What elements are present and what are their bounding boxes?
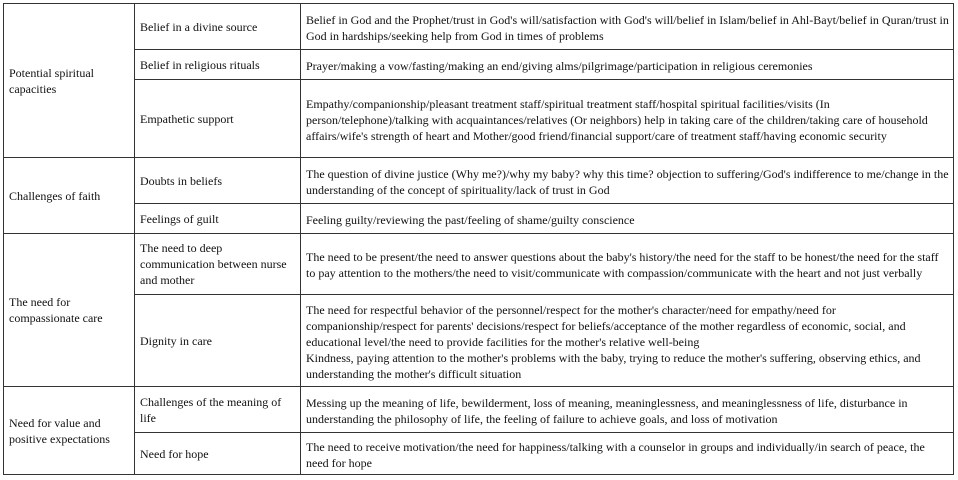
themes-table [3,3,954,475]
category-cell: Challenges of faith [4,158,135,234]
subcategory-cell: Doubts in beliefs [135,158,301,204]
subcategory-cell: Need for hope [135,433,301,475]
details-cell [301,204,954,234]
details-cell [301,50,954,80]
details-text: The need to be present/the need to answer questions about the baby's history/the need for the staff to be honest/the need for the staff to pay attention to the mothers/the need to visit/communicate with compassion/communicate with the heart and not just verbally [306,250,939,280]
table-row [4,234,954,295]
details-text: Feeling guilty/reviewing the past/feeling of shame/guilty conscience [306,212,635,227]
table-row [4,4,954,50]
details-text: The need to receive motivation/the need for happiness/talking with a counselor in groups and individually/in search of peace, the need for hope [306,439,925,470]
subcategory-cell: The need to deep communication between nurse and mother [135,234,301,295]
subcategory-cell: Belief in religious rituals [135,50,301,80]
details-text: The question of divine justice (Why me?)/why my baby? why this time? objection to suffering/God's indifference to me/change in the understanding of the concept of spirituality/lack of trust in God [306,166,949,197]
table-row [4,295,954,387]
category-cell: Need for value and positive expectations [4,387,135,475]
details-cell [301,4,954,50]
table-row [4,50,954,80]
subcategory-cell: Dignity in care [135,295,301,387]
details-text: The need for respectful behavior of the personnel/respect for the mother's character/need for empathy/need for companionship/respect for parents' decisions/respect for beliefs/acceptance of the mother regardless of economic, social, and educational level/the need to provide facilities for the mother's relative well-being [306,302,906,349]
table-row [4,204,954,234]
subcategory-cell: Feelings of guilt [135,204,301,234]
table-row [4,80,954,158]
subcategory-cell: Belief in a divine source [135,4,301,50]
details-text: Belief in God and the Prophet/trust in God's will/satisfaction with God's will/belief in Islam/belief in Ahl-Bayt/belief in Quran/trust in God in hardships/seeking help from God in times of problems [306,12,949,43]
subcategory-cell: Challenges of the meaning of life [135,387,301,433]
details-cell [301,234,954,295]
table-row [4,158,954,204]
details-cell [301,387,954,433]
details-text: Kindness, paying attention to the mother's problems with the baby, trying to reduce the mother's suffering, observing ethics, and understanding the mother's difficult situation [306,350,921,381]
category-cell: The need for compassionate care [4,234,135,387]
details-cell [301,295,954,387]
details-cell [301,158,954,204]
details-text: Messing up the meaning of life, bewilderment, loss of meaning, meaninglessness, and meaninglessness of life, disturbance in understanding the philosophy of life, the feeling of failure to achieve goals, and loss of motivation [306,395,908,426]
details-cell [301,80,954,158]
details-text: Empathy/companionship/pleasant treatment staff/spiritual treatment staff/hospital spiritual facilities/visits (In person/telephone)/talking with acquaintances/relatives (Or neighbors) help in taking care of the children/taking care of household affairs/wife's strength of heart and Mother/good friend/financial support/care of treatment staff/having economic security [306,96,928,143]
details-cell [301,433,954,475]
details-text: Prayer/making a vow/fasting/making an end/giving alms/pilgrimage/participation in religious ceremonies [306,58,813,73]
table-row [4,433,954,475]
subcategory-cell: Empathetic support [135,80,301,158]
category-cell: Potential spiritual capacities [4,4,135,158]
table-row [4,387,954,433]
